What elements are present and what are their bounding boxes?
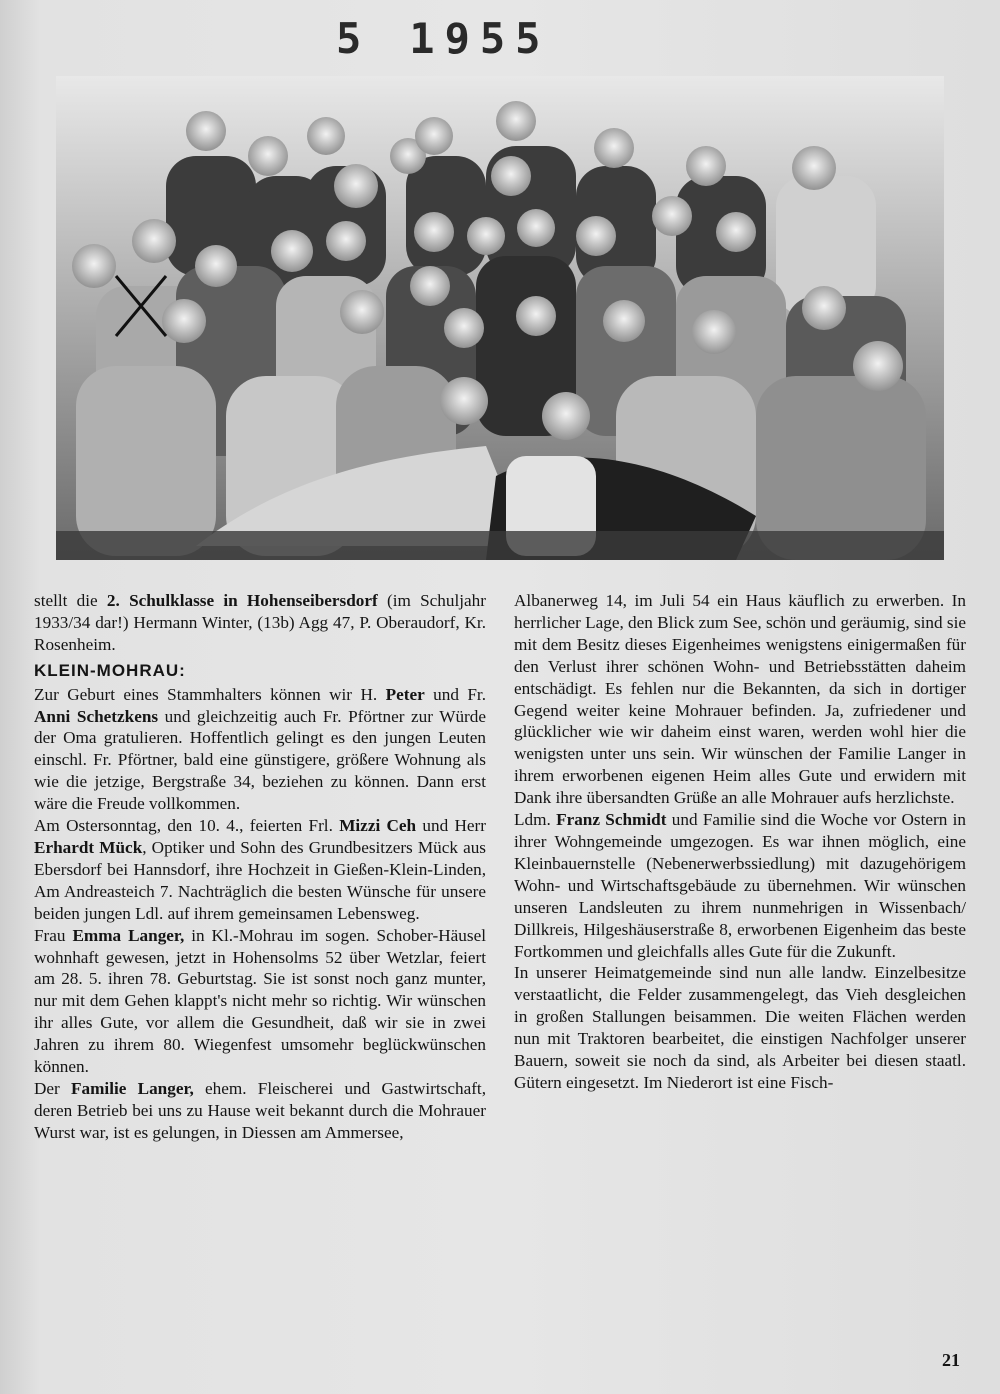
text: (im Schuljahr 1933/34 dar!) Hermann Winter, (13b) Agg 47, P. Oberaudorf, Kr. Rosenheim.: [34, 591, 486, 654]
issue-year: 1955: [409, 14, 551, 63]
bold-text: Erhardt Mück: [34, 837, 143, 857]
issue-number: 5: [336, 14, 372, 63]
issue-stamp: [336, 14, 588, 63]
class-photo: [56, 76, 944, 560]
paragraph-family-langer: [34, 1078, 486, 1144]
paragraph-homeland: In unserer Heimatgemeinde sind nun alle landw. Einzelbesitze verstaatlicht, die Felder zusammengelegt, das Vieh desgleichen in großen Stallungen beisammen. Die weiten Flächen werden nun mit Traktoren bearbeitet, die einstigen Nachfolger unserer Bauern, soweit sie noch da sind, als Arbeiter bei diesen staatl. Gütern eingesetzt. Im Niederort ist eine Fisch-: [514, 963, 966, 1092]
right-column: [514, 590, 966, 1094]
text: in Kl.-Mohrau im sogen. Schober-Häusel wohnhaft gewesen, jetzt in Hohensolms 52 über Wetzlar, feiert am 28. 5. ihren 78. Geburtstag. Sie ist sonst noch ganz munter, nur mit dem Gehen klappt's nicht mehr so richtig. Wir wünschen ihr alles Gute, vor allem die Gesundheit, daß wir sie in zwei Jahren zu ihrem 80. Wiegenfest umsomehr beglückwünschen können.: [34, 925, 486, 1077]
text: , Optiker und Sohn des Grundbesitzers Mück aus Ebersdorf bei Hannsdorf, ihre Hochzeit in Gießen-Klein-Linden, Am Andreasteich 7. Nachträglich die besten Wünsche für unsere beiden jungen Ldl. auf ihrem gemeinsamen Lebensweg.: [34, 837, 487, 923]
bold-text: Peter: [385, 684, 425, 704]
intro-paragraph: [34, 590, 486, 656]
text: ehem. Fleischerei und Gastwirtschaft, deren Betrieb bei uns zu Hause weit bekannt durch die Mohrauer Wurst war, ist es gelungen, in Diessen am Ammersee,: [34, 1078, 487, 1142]
text: Ldm.: [514, 810, 557, 830]
text: und Familie sind die Woche vor Ostern in ihrer Wohngemeinde umgezogen. Es war ihnen möglich, eine Kleinbauernstelle (Nebenerwerbssiedlung) mit dazugehörigem Wohn- und Wirtschaftsgebäude zu übernehmen. Wir wünschen unseren Landsleuten zu ihrem nunmehrigen in Wissenbach/ Dillkreis, Hilgeshäuserstraße 8, erworbenen Eigenheim das beste Fortkommen und gleichfalls alles Gute für die Zukunft.: [514, 810, 966, 961]
paragraph-birth: [34, 684, 486, 815]
text: und Herr: [416, 816, 486, 836]
class-photo-illustration: [56, 76, 944, 560]
bold-text: Emma Langer,: [72, 925, 185, 945]
section-heading: KLEIN-MOHRAU:: [34, 660, 186, 680]
text: und Fr.: [424, 684, 486, 704]
text: und gleichzeitig auch Fr. Pförtner zur Würde der Oma gratulieren. Hoffentlich gelingt es den jungen Leuten einschl. Fr. Pförtner, bald eine günstigere, größere Wohnung als wie die jetzige, Bergstraße 34, beziehen zu können. Dann erst wäre die Freude vollkommen.: [34, 706, 487, 814]
paragraph-birthday: [34, 925, 486, 1078]
paragraph-langer-continued: Albanerweg 14, im Juli 54 ein Haus käuflich zu erwerben. In herrlicher Lage, den Blick zum See, schön und geräumig, sind sie mit dem Besitz dieses Eigenheimes wenigstens einigermaßen für den Verlust ihrer schönen Wohn- und Betriebsstätten daheim entschädigt. Es fehlen nur die Bekannten, da sich in dortiger Gegend weiter keine Mohrauer befinden. Ja, zufriedener und glücklicher wie wir daheim einst waren, werden wohl hier die wenigsten unter uns sein. Wir wünschen der Familie Langer in ihrem erworbenen eigenen Heim alles Gute und erwidern mit Dank ihre übersandten Grüße an alle Mohrauer aufs herzlichste.: [514, 591, 966, 808]
left-column: [34, 590, 486, 1144]
bold-text: 2. Schulklasse in Hohenseibersdorf: [106, 591, 378, 610]
text: Frau: [34, 925, 73, 945]
text: stellt die: [34, 591, 107, 610]
bold-text: Anni Schetzkens: [34, 706, 159, 726]
paragraph-wedding: [34, 815, 486, 925]
bold-text: Franz Schmidt: [556, 810, 667, 830]
bold-text: Familie Langer,: [71, 1078, 194, 1098]
text: Am Ostersonntag, den 10. 4., feierten Frl.: [34, 816, 340, 836]
text: Zur Geburt eines Stammhalters können wir H.: [34, 684, 386, 704]
paragraph-schmidt: [514, 809, 966, 962]
bold-text: Mizzi Ceh: [339, 816, 417, 836]
page-number: 21: [942, 1350, 960, 1370]
text: Der: [34, 1078, 72, 1098]
